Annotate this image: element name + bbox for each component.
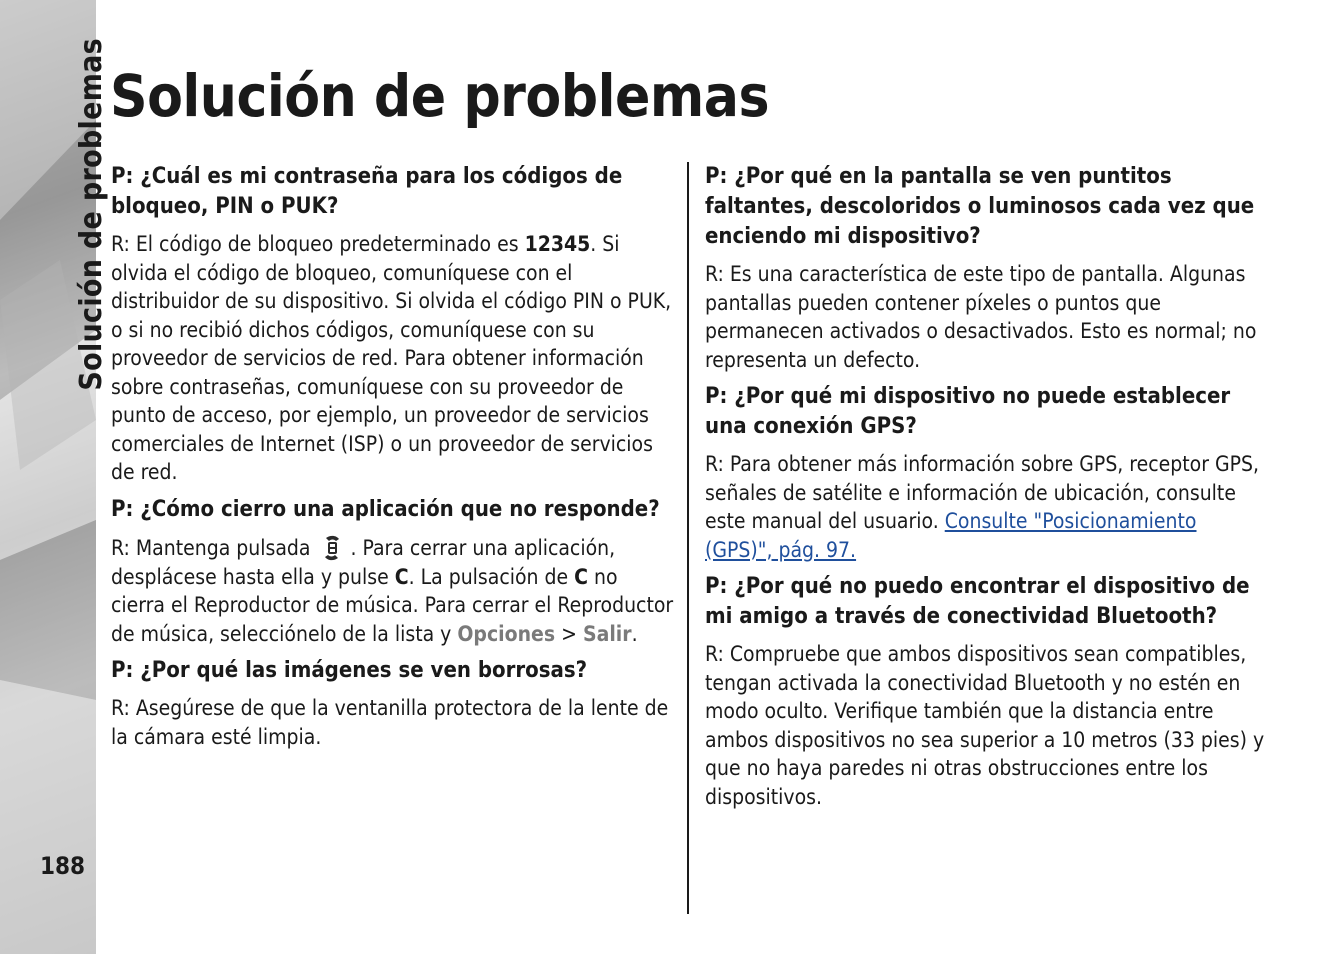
- menu-separator: >: [555, 621, 583, 646]
- question-blurry-images: P: ¿Por qué las imágenes se ven borrosas?: [111, 658, 588, 683]
- key-c: C: [394, 564, 409, 589]
- left-column: [111, 162, 675, 759]
- right-column: [705, 162, 1269, 819]
- answer-text: . Si olvida el código de bloqueo, comuníquese con el distribuidor de su dispositivo. Si olvida el código PIN o PUK, o si no recibió dichos códigos, comuníquese con su proveedor de servicios de red. Para obtener información sobre contraseñas, comuníquese con su proveedor de punto de acceso, por ejemplo, un proveedor de servicios comerciales de Internet (ISP) o un proveedor de servicios de red.: [111, 232, 672, 484]
- answer-blurry-images: R: Asegúrese de que la ventanilla protectora de la lente de la cámara esté limpia.: [111, 696, 669, 749]
- answer-lock-codes: [111, 230, 675, 487]
- question-lock-codes: P: ¿Cuál es mi contraseña para los códigos de bloqueo, PIN o PUK?: [111, 164, 623, 219]
- answer-text: R: El código de bloqueo predeterminado es: [111, 232, 525, 256]
- page-title: Solución de problemas: [110, 62, 770, 130]
- answer-text: . La pulsación de: [408, 564, 575, 589]
- column-divider: [687, 162, 689, 914]
- page-number: 188: [40, 852, 86, 880]
- default-lock-code: 12345: [524, 232, 591, 256]
- answer-text: no cierra el Reproductor de música. Para cerrar el Reproductor de música, selecciónelo de la lista y: [111, 564, 674, 646]
- answer-text: R: Mantenga pulsada: [111, 535, 311, 560]
- answer-close-app: [111, 533, 675, 649]
- gps-reference-link[interactable]: Consulte "Posicionamiento (GPS)", pág. 97.: [705, 509, 1197, 562]
- question-close-app: P: ¿Cómo cierro una aplicación que no responde?: [111, 496, 660, 522]
- answer-gps: [705, 450, 1269, 564]
- answer-text: R: Para obtener más información sobre GPS, receptor GPS, señales de satélite e información de ubicación, consulte este manual del usuario.: [705, 452, 1259, 533]
- answer-text: . Para cerrar una aplicación, desplácese hasta ella y pulse: [111, 535, 616, 589]
- key-c: C: [574, 564, 589, 589]
- sidebar: [0, 0, 109, 954]
- question-bluetooth: P: ¿Por qué no puedo encontrar el dispositivo de mi amigo a través de conectividad Bluetooth?: [705, 574, 1250, 629]
- question-gps: P: ¿Por qué mi dispositivo no puede establecer una conexión GPS?: [705, 384, 1231, 439]
- question-display-dots: P: ¿Por qué en la pantalla se ven puntitos faltantes, descoloridos o luminosos cada vez que enciendo mi dispositivo?: [705, 164, 1255, 249]
- menu-key-icon: [317, 533, 347, 563]
- menu-exit: Salir: [582, 621, 632, 646]
- menu-options: Opciones: [457, 621, 556, 646]
- answer-display-dots: R: Es una característica de este tipo de pantalla. Algunas pantallas pueden contener píxeles o puntos que permanecen activados o desactivados. Esto es normal; no representa un defecto.: [705, 262, 1257, 372]
- sidebar-title: Solución de problemas: [74, 38, 109, 391]
- answer-text: .: [631, 621, 638, 646]
- answer-bluetooth: R: Compruebe que ambos dispositivos sean compatibles, tengan activada la conectividad Bluetooth y no estén en modo oculto. Verifique también que la distancia entre ambos dispositivos no sea superior a 10 metros (33 pies) y que no haya paredes ni otras obstrucciones entre los dispositivos.: [705, 642, 1265, 809]
